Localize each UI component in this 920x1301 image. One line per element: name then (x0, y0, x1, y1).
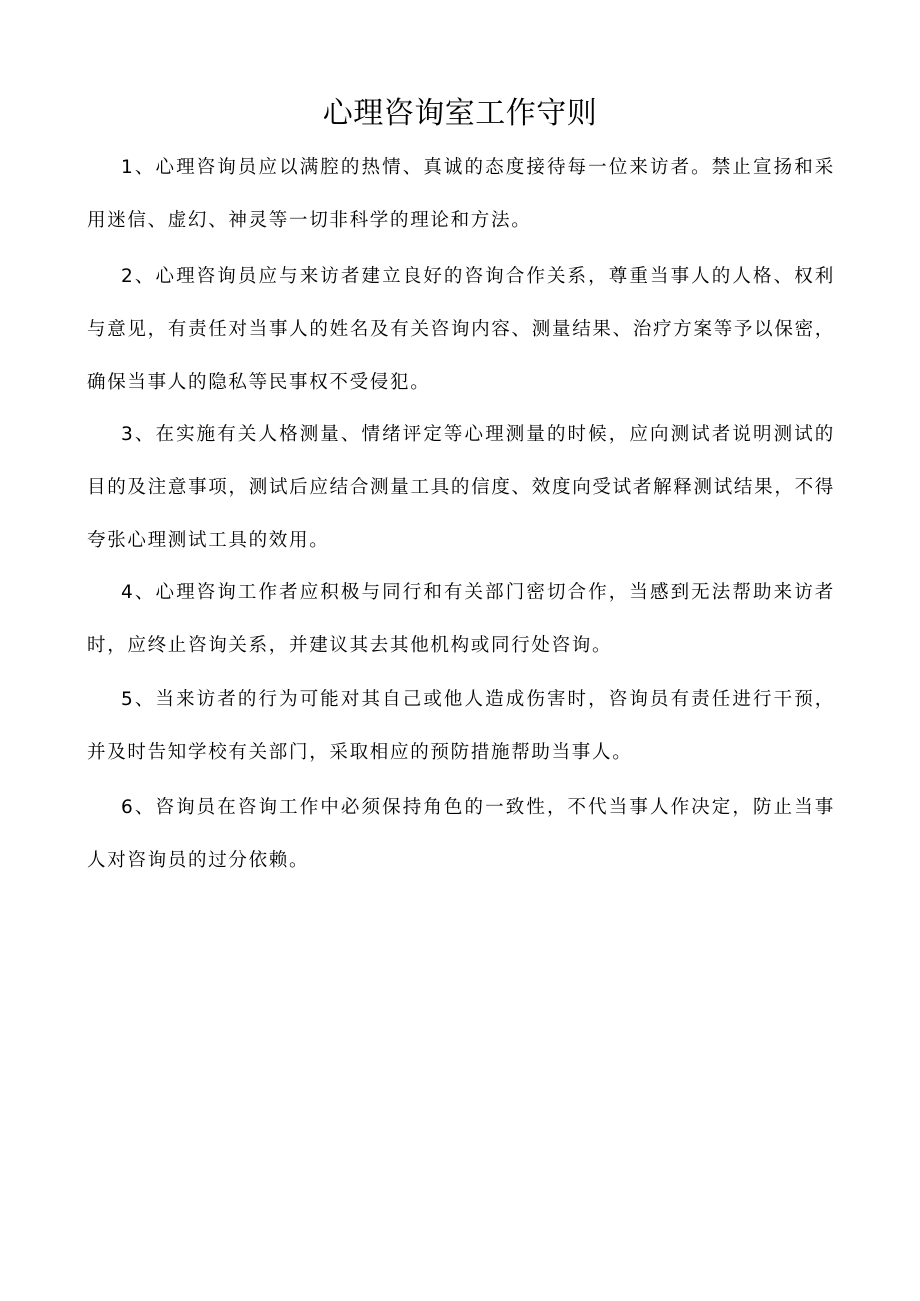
rule-paragraph-5: 5、当来访者的行为可能对其自己或他人造成伤害时，咨询员有责任进行干预，并及时告知学校有关部门，采取相应的预防措施帮助当事人。 (87, 689, 835, 763)
rule-paragraph-1: 1、心理咨询员应以满腔的热情、真诚的态度接待每一位来访者。禁止宣扬和采用迷信、虚幻、神灵等一切非科学的理论和方法。 (87, 157, 835, 231)
rule-paragraph-2: 2、心理咨询员应与来访者建立良好的咨询合作关系，尊重当事人的人格、权利与意见，有责任对当事人的姓名及有关咨询内容、测量结果、治疗方案等予以保密，确保当事人的隐私等民事权不受侵犯。 (87, 266, 835, 393)
rule-paragraph-3: 3、在实施有关人格测量、情绪评定等心理测量的时候，应向测试者说明测试的目的及注意事项，测试后应结合测量工具的信度、效度向受试者解释测试结果，不得夸张心理测试工具的效用。 (87, 424, 835, 551)
document-title: 心理咨询室工作守则 (322, 96, 598, 131)
rule-paragraph-4: 4、心理咨询工作者应积极与同行和有关部门密切合作，当感到无法帮助来访者时，应终止咨询关系，并建议其去其他机构或同行处咨询。 (87, 582, 835, 656)
rule-paragraph-6: 6、咨询员在咨询工作中必须保持角色的一致性，不代当事人作决定，防止当事人对咨询员的过分依赖。 (87, 797, 835, 871)
